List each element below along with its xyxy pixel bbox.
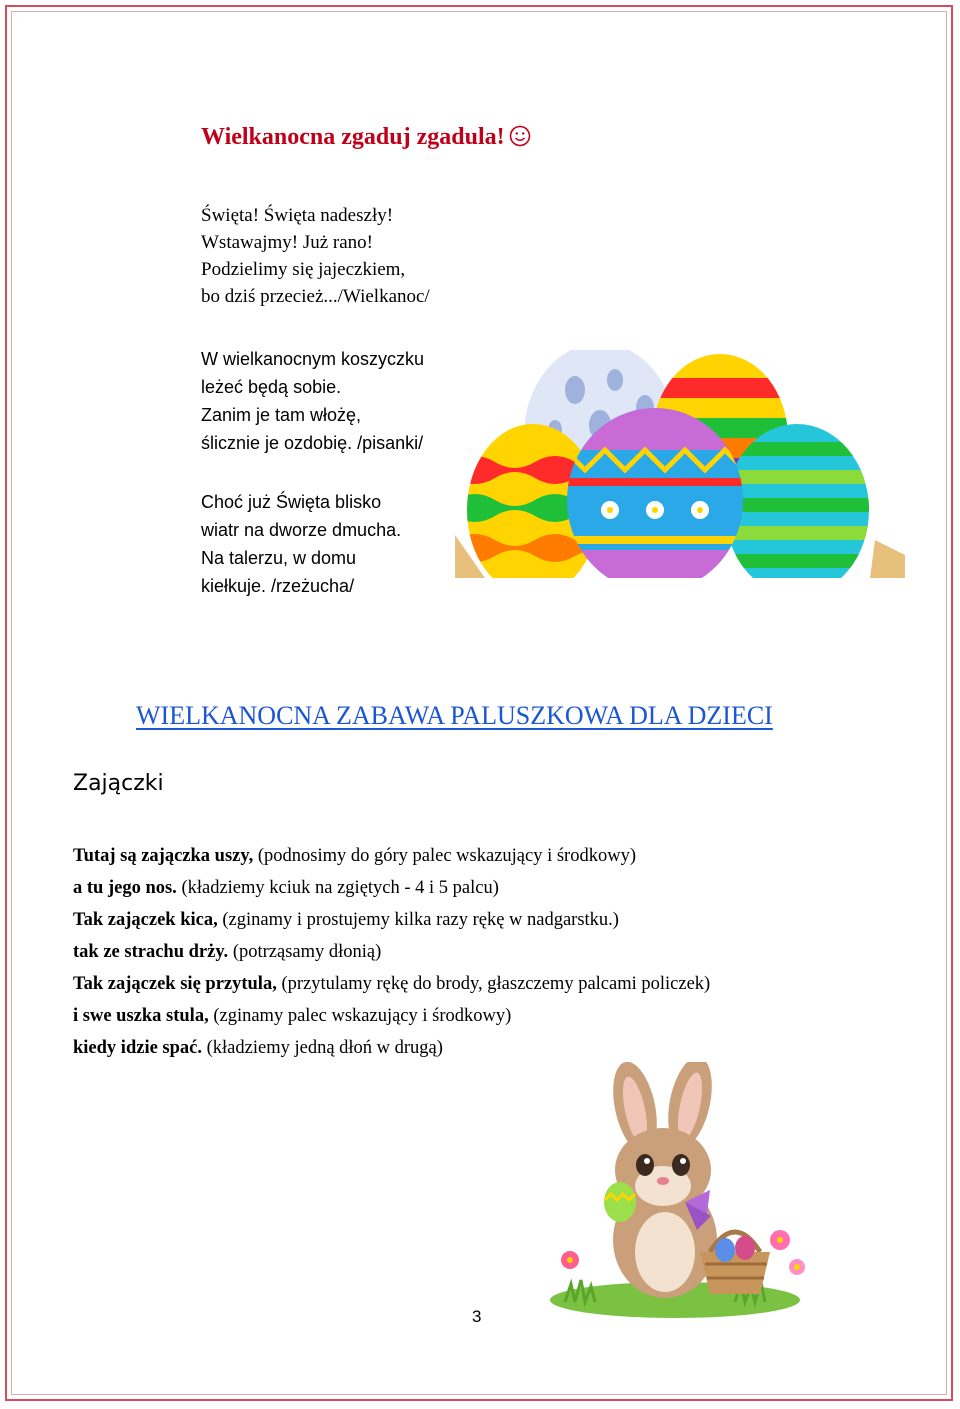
riddle-1 [201, 202, 430, 310]
riddle-line: Wstawajmy! Już rano! [201, 232, 373, 253]
riddle-line: kiełkuje. /rzeżucha/ [201, 576, 355, 596]
rhyme-instruction: (potrząsamy dłonią) [232, 942, 382, 962]
riddle-line: leżeć będą sobie. [201, 377, 342, 397]
rhyme-line [73, 874, 710, 906]
rhyme-line [73, 1002, 710, 1034]
rhyme-text: Tak zajączek się przytula, [73, 974, 277, 994]
riddle-line: wiatr na dworze dmucha. [201, 520, 402, 540]
rhyme-instruction: (zginamy i prostujemy kilka razy rękę w nadgarstku.) [222, 910, 619, 930]
rhyme-instruction: (kładziemy jedną dłoń w drugą) [206, 1038, 443, 1058]
rhyme-instruction: (kładziemy kciuk na zgiętych - 4 i 5 palcu) [181, 878, 499, 898]
rhyme-text: a tu jego nos. [73, 878, 177, 898]
title-text: Wielkanocna zgaduj zgadula! [201, 124, 505, 150]
riddle-line: Zanim je tam włożę, [201, 405, 362, 425]
easter-eggs-illustration [455, 350, 905, 580]
riddle-line: Święta! Święta nadeszły! [201, 205, 394, 226]
riddle-2 [201, 345, 424, 457]
rhyme-text: kiedy idzie spać. [73, 1038, 202, 1058]
rhyme-instruction: (podnosimy do góry palec wskazujący i środkowy) [257, 846, 636, 866]
finger-rhyme [73, 842, 710, 1066]
page-title [201, 124, 531, 151]
rhyme-instruction: (zginamy palec wskazujący i środkowy) [213, 1006, 512, 1026]
smiley-icon [509, 125, 531, 147]
page-number: 3 [472, 1307, 482, 1326]
rhyme-text: tak ze strachu drży. [73, 942, 229, 962]
rhyme-instruction: (przytulamy rękę do brody, głaszczemy palcami policzek) [281, 974, 711, 994]
riddle-line: Choć już Święta blisko [201, 492, 382, 512]
section-heading: WIELKANOCNA ZABAWA PALUSZKOWA DLA DZIECI [136, 701, 773, 730]
riddle-line: Na talerzu, w domu [201, 548, 357, 568]
rhyme-line [73, 938, 710, 970]
rhyme-text: i swe uszka stula, [73, 1006, 209, 1026]
riddle-line: bo dziś przecież.../Wielkanoc/ [201, 286, 430, 307]
rhyme-line [73, 842, 710, 874]
riddle-line: Podzielimy się jajeczkiem, [201, 259, 406, 280]
riddle-line: W wielkanocnym koszyczku [201, 349, 425, 369]
rhyme-line [73, 970, 710, 1002]
riddle-3 [201, 488, 401, 600]
rhyme-text: Tutaj są zajączka uszy, [73, 846, 254, 866]
rhyme-line [73, 906, 710, 938]
easter-bunny-illustration [535, 1062, 815, 1322]
riddle-line: ślicznie je ozdobię. /pisanki/ [201, 433, 424, 453]
section-subtitle: Zajączki [73, 771, 164, 796]
rhyme-text: Tak zajączek kica, [73, 910, 218, 930]
